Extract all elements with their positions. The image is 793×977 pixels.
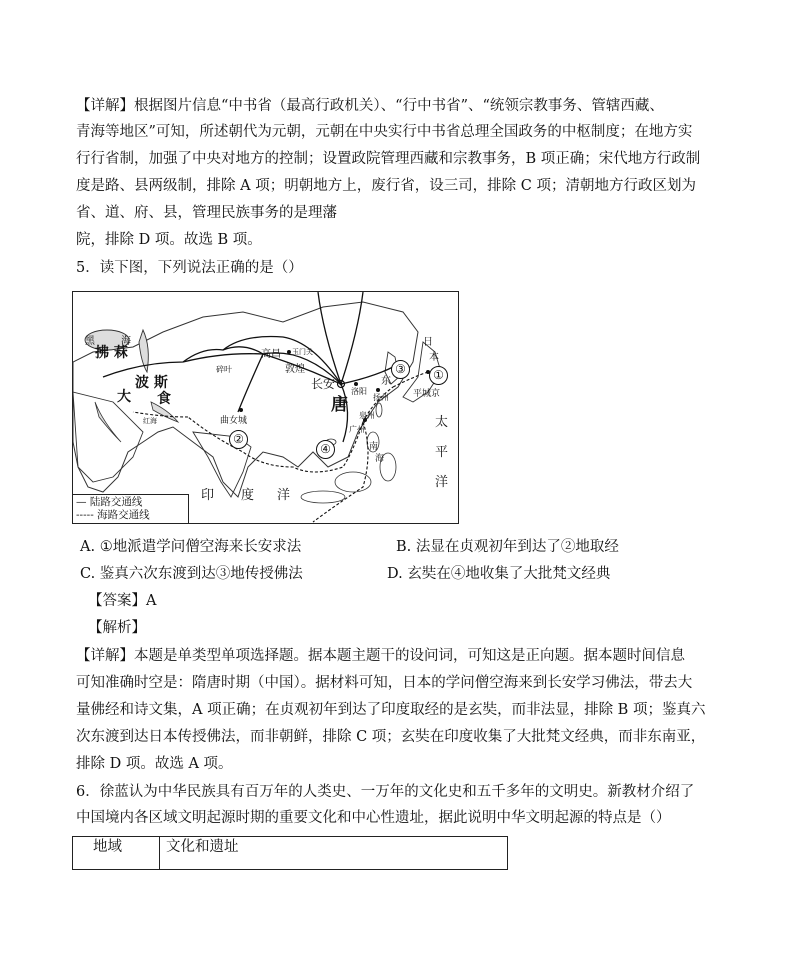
label-ben: 本 [429, 352, 439, 363]
label-dong: 东 [381, 376, 391, 387]
marker-2: ② [229, 430, 248, 449]
label-fulin: 拂 菻 [95, 345, 128, 361]
text-line: 度是路、县两级制，排除 A 项；明朝地方上，废行省，设三司，排除 C 项；清朝地方行政区划为 [76, 178, 696, 194]
label-ri: 日 [423, 337, 433, 348]
legend-sea-route: ----- 海路交通线 [76, 509, 150, 521]
label-quanzhou: 泉州 [359, 411, 375, 420]
label-ping: 平 [435, 445, 449, 460]
label-changan: 长安 [311, 377, 336, 391]
text-line: 次东渡到达日本传授佛法，而非朝鲜，排除 C 项；玄奘在印度收集了大批梵文经典，而非东南亚， [76, 729, 706, 745]
text-line: 量佛经和诗文集，A 项正确；在贞观初年到达了印度取经的是玄奘，而非法显，排除 B 项；鉴真六 [76, 702, 706, 718]
label-suiye: 碎叶 [216, 365, 232, 374]
label-hongsea: 红海 [143, 417, 157, 425]
text-line: 院，排除 D 项。故选 B 项。 [76, 232, 262, 248]
option-a: A. ①地派遣学问僧空海来长安求法 [80, 539, 302, 555]
tang-trade-routes-map [72, 291, 459, 524]
label-tai: 太 [435, 415, 449, 430]
text-line: 省、道、府、县，管理民族事务的是理藩 [76, 205, 337, 221]
option-c: C. 鉴真六次东渡到达③地传授佛法 [80, 566, 303, 582]
label-bosi: 波 斯 [135, 375, 168, 391]
text-line: 排除 D 项。故选 A 项。 [76, 756, 233, 772]
question-6-table [72, 836, 508, 870]
option-d: D. 玄奘在④地收集了大批梵文经典 [387, 566, 611, 582]
label-du: 度 [241, 488, 255, 503]
label-hei: 黑 [85, 336, 95, 347]
map-drawing [73, 292, 459, 524]
marker-4: ④ [316, 440, 335, 459]
text-line: 【详解】本题是单类型单项选择题。据本题主题干的设问词，可知这是正向题。据本题时间信息 [76, 648, 685, 664]
label-gaochang: 高昌 [261, 349, 281, 360]
label-tang: 唐 [331, 395, 348, 415]
text-line: 6．徐蓝认为中华民族具有百万年的人类史、一万年的文化史和五千多年的文明史。新教材介绍了 [76, 784, 695, 800]
label-yangzhou: 扬州 [373, 393, 389, 402]
label-nan: 南 [369, 442, 379, 452]
label-luoyang: 洛阳 [351, 387, 367, 396]
label-yang-indian: 洋 [277, 488, 291, 503]
text-line: 【详解】根据图片信息“中书省（最高行政机关）、“行中书省”、“统领宗教事务、管辖西藏、 [76, 98, 664, 114]
label-hai: 海 [121, 336, 131, 347]
marker-1: ① [429, 366, 448, 385]
marker-3: ③ [391, 360, 410, 379]
map-legend [73, 494, 189, 523]
text-line: 可知准确时空是：隋唐时期（中国）。据材料可知，日本的学问僧空海来到长安学习佛法，带去大 [76, 675, 693, 691]
question-5-stem: 5．读下图，下列说法正确的是（） [76, 260, 303, 276]
text-line: 中国境内各区域文明起源时期的重要文化和中心性遗址，据此说明中华文明起源的特点是（） [76, 810, 671, 826]
table-header-region: 地域 [73, 837, 160, 870]
table-header-culture: 文化和遗址 [160, 837, 508, 870]
label-yin: 印 [201, 488, 215, 503]
label-yumenguan: 玉门关 [292, 348, 313, 356]
legend-land-route: — 陆路交通线 [76, 496, 143, 508]
text-line: 行行省制，加强了中央对地方的控制；设置政院管理西藏和宗教事务，B 项正确；宋代地方行政制 [76, 151, 701, 167]
analysis-heading-q5: 【解析】 [88, 620, 146, 636]
label-guangzhou: 广州 [349, 425, 365, 434]
answer-q5: 【答案】A [88, 593, 157, 609]
label-qunuvcheng: 曲女城 [220, 416, 248, 426]
label-pingchengjing: 平城京 [413, 389, 441, 399]
label-dashi-1: 大 [117, 389, 131, 405]
label-dunhuang: 敦煌 [285, 364, 305, 375]
table-row [73, 837, 508, 870]
text-line: 青海等地区”可知，所述朝代为元朝，元朝在中央实行中书省总理全国政务的中枢制度；在地方实 [76, 124, 693, 140]
option-b: B. 法显在贞观初年到达了②地取经 [396, 539, 619, 555]
label-yang: 洋 [435, 475, 449, 490]
label-hai-south: 海 [375, 454, 385, 464]
label-dashi-2: 食 [157, 391, 171, 407]
